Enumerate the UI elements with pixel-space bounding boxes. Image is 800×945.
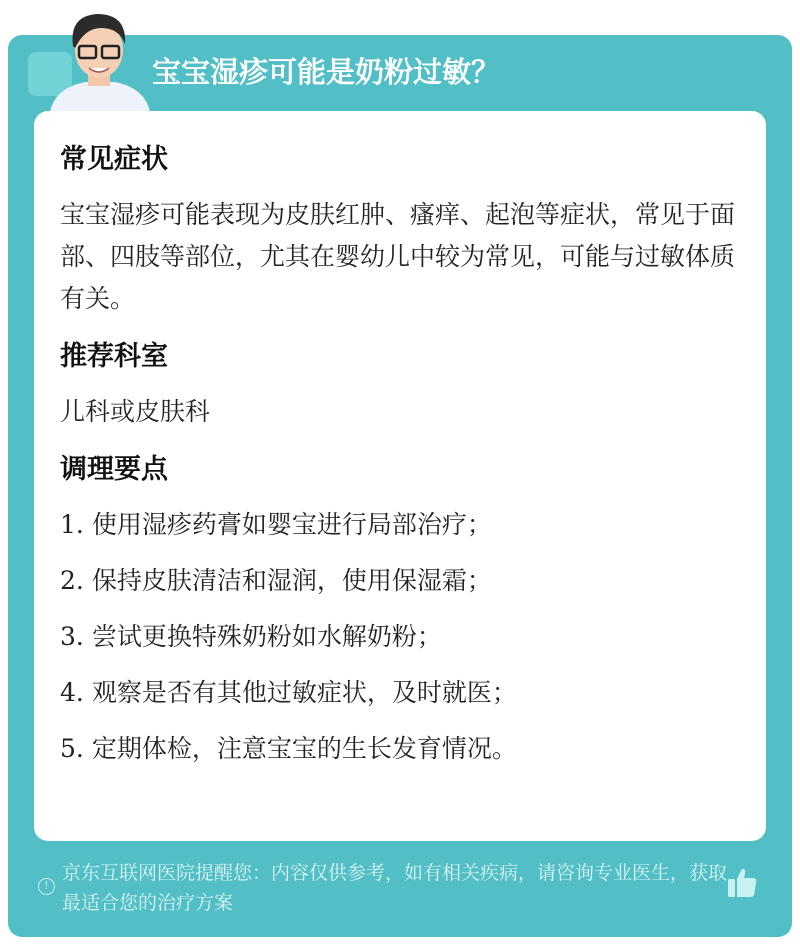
- page-title: 宝宝湿疹可能是奶粉过敏？: [152, 55, 501, 89]
- item-number: 4.: [60, 678, 84, 707]
- item-number: 3.: [60, 622, 84, 651]
- section-heading-care: 调理要点: [60, 454, 168, 485]
- content-card: [34, 111, 766, 841]
- item-text: 保持皮肤清洁和湿润，使用保湿霜；: [91, 566, 492, 595]
- list-item: [60, 672, 740, 714]
- symptoms-text: 宝宝湿疹可能表现为皮肤红肿、瘙痒、起泡等症状，常见于面部、四肢等部位，尤其在婴幼儿中较为常见，可能与过敏体质有关。: [60, 200, 736, 313]
- section-heading-department: 推荐科室: [60, 341, 168, 372]
- department-text: 儿科或皮肤科: [60, 397, 211, 426]
- thumbs-up-icon[interactable]: [727, 866, 757, 898]
- section-heading-symptoms: 常见症状: [60, 144, 168, 175]
- doctor-avatar: [45, 8, 155, 112]
- disclaimer-text: 京东互联网医院提醒您：内容仅供参考，如有相关疾病，请咨询专业医生，获取最适合您的治疗方案: [62, 862, 728, 914]
- list-item: [60, 616, 740, 658]
- item-text: 观察是否有其他过敏症状，及时就医；: [91, 678, 517, 707]
- item-text: 使用湿疹药膏如婴宝进行局部治疗；: [91, 510, 492, 539]
- list-item: [60, 560, 740, 602]
- item-number: 1.: [60, 510, 84, 539]
- list-item: [60, 728, 740, 770]
- item-text: 尝试更换特殊奶粉如水解奶粉；: [91, 622, 442, 651]
- list-item: [60, 504, 740, 546]
- item-number: 2.: [60, 566, 84, 595]
- item-number: 5.: [60, 734, 84, 763]
- item-text: 定期体检，注意宝宝的生长发育情况。: [91, 734, 517, 763]
- info-icon: !: [38, 878, 55, 895]
